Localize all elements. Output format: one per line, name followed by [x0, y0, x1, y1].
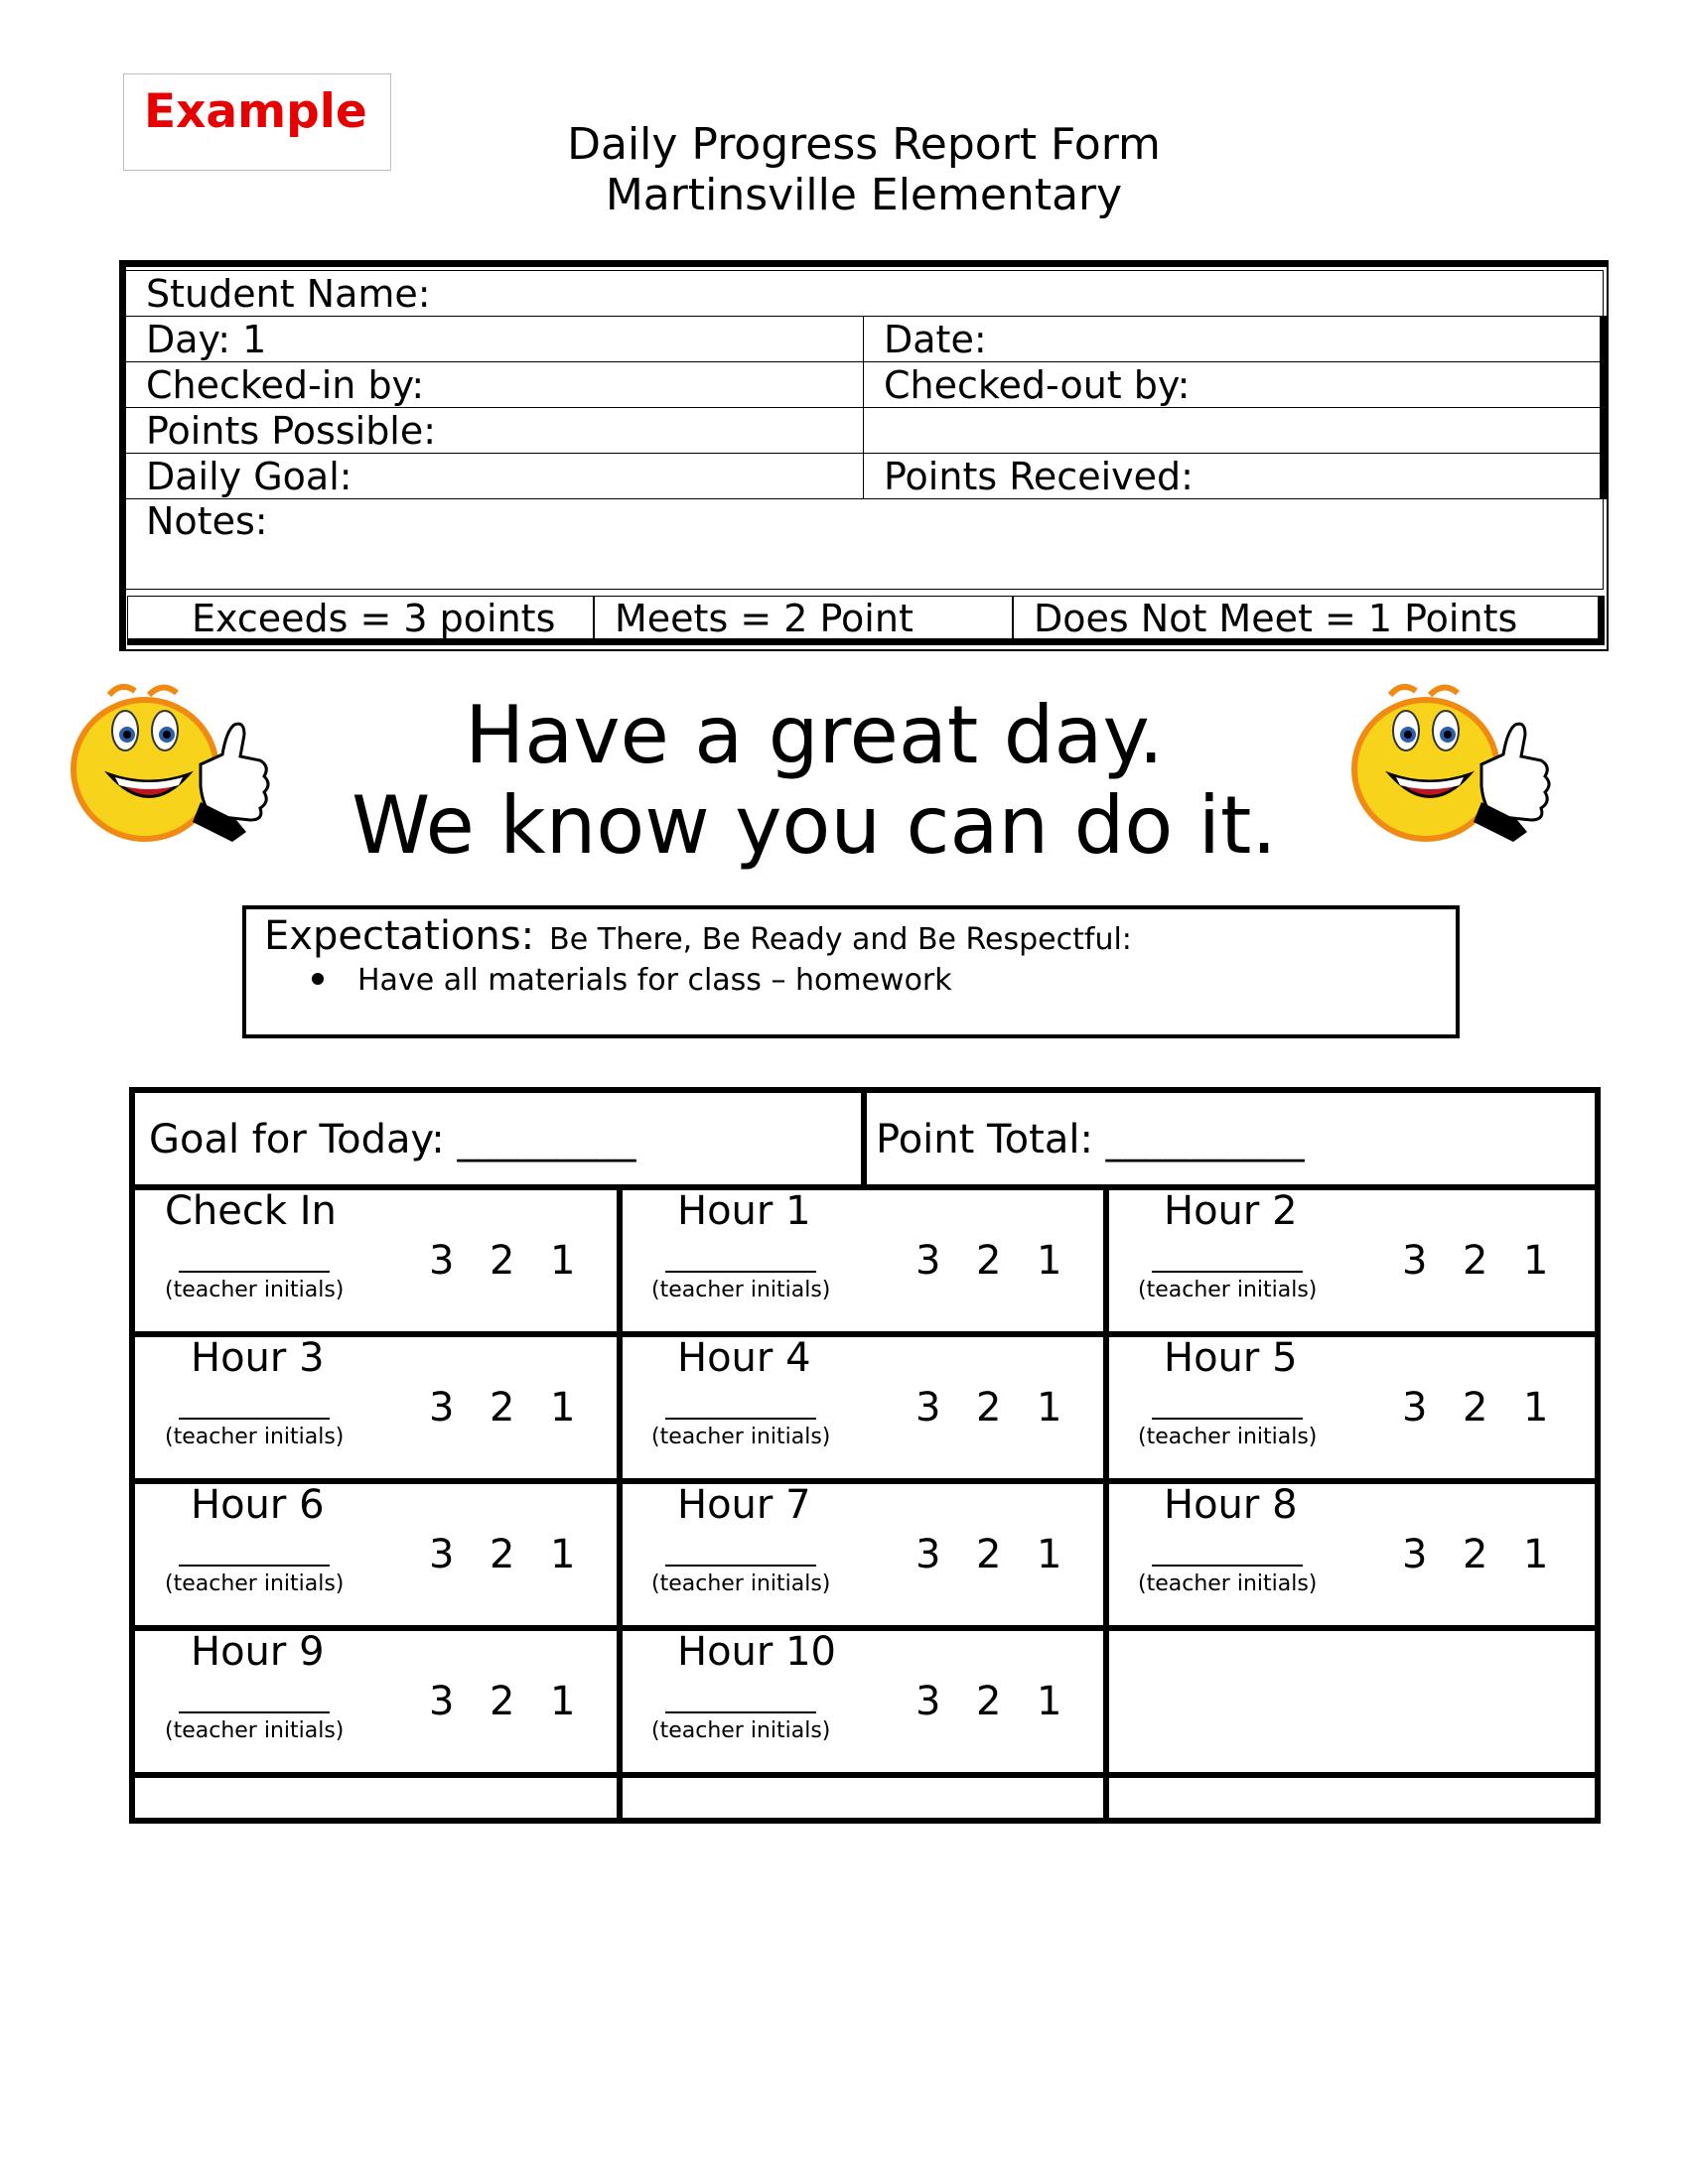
title-line-2: Martinsville Elementary — [605, 170, 1123, 220]
date-field[interactable]: Date: — [864, 317, 1604, 362]
motivational-message — [0, 690, 1628, 871]
grid-cell-title: Hour 5 — [1164, 1335, 1298, 1381]
score-option[interactable]: 1 — [550, 1532, 576, 1577]
grid-cell-title: Hour 3 — [191, 1335, 325, 1381]
score-option[interactable]: 2 — [490, 1679, 515, 1724]
score-option[interactable]: 2 — [1463, 1238, 1488, 1284]
expectations-bullet-text: Have all materials for class – homework — [357, 963, 952, 998]
grid-cell — [622, 1190, 1108, 1333]
teacher-initials-line[interactable] — [1152, 1565, 1303, 1567]
score-option[interactable]: 1 — [1037, 1238, 1062, 1284]
score-option[interactable]: 3 — [1402, 1532, 1428, 1577]
teacher-initials-line[interactable] — [665, 1418, 816, 1420]
score-option[interactable]: 1 — [550, 1679, 576, 1724]
teacher-initials-line[interactable] — [179, 1418, 330, 1420]
grid-cell — [1108, 1190, 1595, 1333]
grid-cell — [135, 1337, 622, 1480]
teacher-initials-label: (teacher initials) — [651, 1278, 831, 1302]
message-line-2: We know you can do it. — [352, 779, 1277, 872]
title-line-1: Daily Progress Report Form — [567, 119, 1161, 170]
teacher-initials-label: (teacher initials) — [651, 1718, 831, 1743]
grid-cell — [622, 1484, 1108, 1627]
score-option[interactable]: 2 — [1463, 1532, 1488, 1577]
grid-cell-title: Hour 4 — [677, 1335, 811, 1381]
score-option[interactable]: 3 — [915, 1679, 941, 1724]
page-title — [0, 119, 1688, 220]
score-option[interactable]: 2 — [490, 1238, 515, 1284]
score-options — [1402, 1238, 1584, 1284]
score-options — [915, 1532, 1097, 1577]
score-option[interactable]: 2 — [490, 1385, 515, 1431]
teacher-initials-label: (teacher initials) — [165, 1278, 345, 1302]
grid-cell-title: Hour 9 — [191, 1629, 325, 1675]
info-table — [125, 270, 1607, 590]
daily-goal-field[interactable]: Daily Goal: — [126, 454, 864, 499]
score-options — [915, 1385, 1097, 1431]
teacher-initials-line[interactable] — [665, 1271, 816, 1273]
teacher-initials-label: (teacher initials) — [165, 1425, 345, 1449]
grid-cell — [1108, 1337, 1595, 1480]
student-name-field[interactable]: Student Name: — [126, 271, 1604, 317]
checked-in-field[interactable]: Checked-in by: — [126, 362, 864, 408]
expectations-text: Be There, Be Ready and Be Respectful: — [549, 922, 1132, 957]
points-possible-field[interactable]: Points Possible: — [126, 408, 864, 454]
expectations-bullet — [312, 963, 952, 998]
score-options — [429, 1385, 611, 1431]
bullet-icon — [312, 973, 324, 985]
teacher-initials-line[interactable] — [665, 1711, 816, 1713]
points-possible-value[interactable] — [864, 408, 1604, 454]
grid-cell — [135, 1484, 622, 1627]
points-received-field[interactable]: Points Received: — [864, 454, 1604, 499]
teacher-initials-label: (teacher initials) — [651, 1425, 831, 1449]
message-line-1: Have a great day. — [465, 689, 1164, 781]
score-option[interactable]: 2 — [976, 1532, 1002, 1577]
scale-row — [127, 596, 1605, 645]
grid-cell — [622, 1631, 1108, 1774]
score-options — [429, 1532, 611, 1577]
teacher-initials-label: (teacher initials) — [165, 1571, 345, 1596]
score-option[interactable]: 2 — [976, 1238, 1002, 1284]
teacher-initials-label: (teacher initials) — [1138, 1278, 1318, 1302]
score-option[interactable]: 1 — [1523, 1385, 1549, 1431]
grid-cell-title: Hour 7 — [677, 1482, 811, 1528]
score-options — [429, 1238, 611, 1284]
scale-does-not-meet: Does Not Meet = 1 Points — [1034, 597, 1518, 640]
score-option[interactable]: 3 — [429, 1238, 455, 1284]
score-options — [429, 1679, 611, 1724]
scale-meets: Meets = 2 Point — [615, 597, 914, 640]
grid-cell — [135, 1631, 622, 1774]
score-option[interactable]: 3 — [429, 1385, 455, 1431]
score-option[interactable]: 1 — [1523, 1238, 1549, 1284]
checked-out-field[interactable]: Checked-out by: — [864, 362, 1604, 408]
score-option[interactable]: 1 — [550, 1385, 576, 1431]
score-option[interactable]: 1 — [1523, 1532, 1549, 1577]
score-options — [1402, 1532, 1584, 1577]
score-option[interactable]: 3 — [429, 1679, 455, 1724]
grid-cell — [622, 1337, 1108, 1480]
expectations-label: Expectations: — [264, 913, 535, 959]
score-option[interactable]: 3 — [1402, 1385, 1428, 1431]
scale-divider-2 — [1012, 597, 1014, 639]
score-option[interactable]: 3 — [1402, 1238, 1428, 1284]
score-options — [915, 1238, 1097, 1284]
score-option[interactable]: 2 — [1463, 1385, 1488, 1431]
expectations-box — [242, 905, 1460, 1038]
scale-divider-1 — [593, 597, 595, 639]
grid-cell — [1108, 1484, 1595, 1627]
point-total-field[interactable]: Point Total: __________ — [876, 1117, 1305, 1162]
notes-field[interactable]: Notes: — [126, 499, 1604, 590]
score-option[interactable]: 3 — [915, 1385, 941, 1431]
grid-cell-title: Hour 2 — [1164, 1188, 1298, 1234]
score-options — [915, 1679, 1097, 1724]
grid-cell-title: Hour 1 — [677, 1188, 811, 1234]
teacher-initials-line[interactable] — [1152, 1418, 1303, 1420]
grid-cell-title: Hour 10 — [677, 1629, 836, 1675]
teacher-initials-line[interactable] — [665, 1565, 816, 1567]
grid-cell — [135, 1190, 622, 1333]
score-option[interactable]: 1 — [1037, 1385, 1062, 1431]
grid-cell-title: Hour 6 — [191, 1482, 325, 1528]
teacher-initials-label: (teacher initials) — [1138, 1425, 1318, 1449]
teacher-initials-line[interactable] — [179, 1271, 330, 1273]
score-option[interactable]: 1 — [550, 1238, 576, 1284]
score-option[interactable]: 3 — [915, 1238, 941, 1284]
score-option[interactable]: 3 — [429, 1532, 455, 1577]
grid-cell-title: Check In — [165, 1188, 337, 1234]
teacher-initials-label: (teacher initials) — [651, 1571, 831, 1596]
example-label: Example — [144, 84, 367, 139]
score-option[interactable]: 2 — [490, 1532, 515, 1577]
scoring-grid — [129, 1087, 1601, 1824]
goal-for-today-field[interactable]: Goal for Today: _________ — [149, 1117, 636, 1162]
day-field[interactable]: Day: 1 — [126, 317, 864, 362]
teacher-initials-label: (teacher initials) — [165, 1718, 345, 1743]
teacher-initials-line[interactable] — [179, 1711, 330, 1713]
score-options — [1402, 1385, 1584, 1431]
scale-exceeds: Exceeds = 3 points — [192, 597, 556, 640]
teacher-initials-label: (teacher initials) — [1138, 1571, 1318, 1596]
score-option[interactable]: 1 — [1037, 1532, 1062, 1577]
score-option[interactable]: 1 — [1037, 1679, 1062, 1724]
grid-cell-title: Hour 8 — [1164, 1482, 1298, 1528]
score-option[interactable]: 3 — [915, 1532, 941, 1577]
grid-divider — [861, 1093, 867, 1186]
teacher-initials-line[interactable] — [1152, 1271, 1303, 1273]
score-option[interactable]: 2 — [976, 1385, 1002, 1431]
teacher-initials-line[interactable] — [179, 1565, 330, 1567]
score-option[interactable]: 2 — [976, 1679, 1002, 1724]
